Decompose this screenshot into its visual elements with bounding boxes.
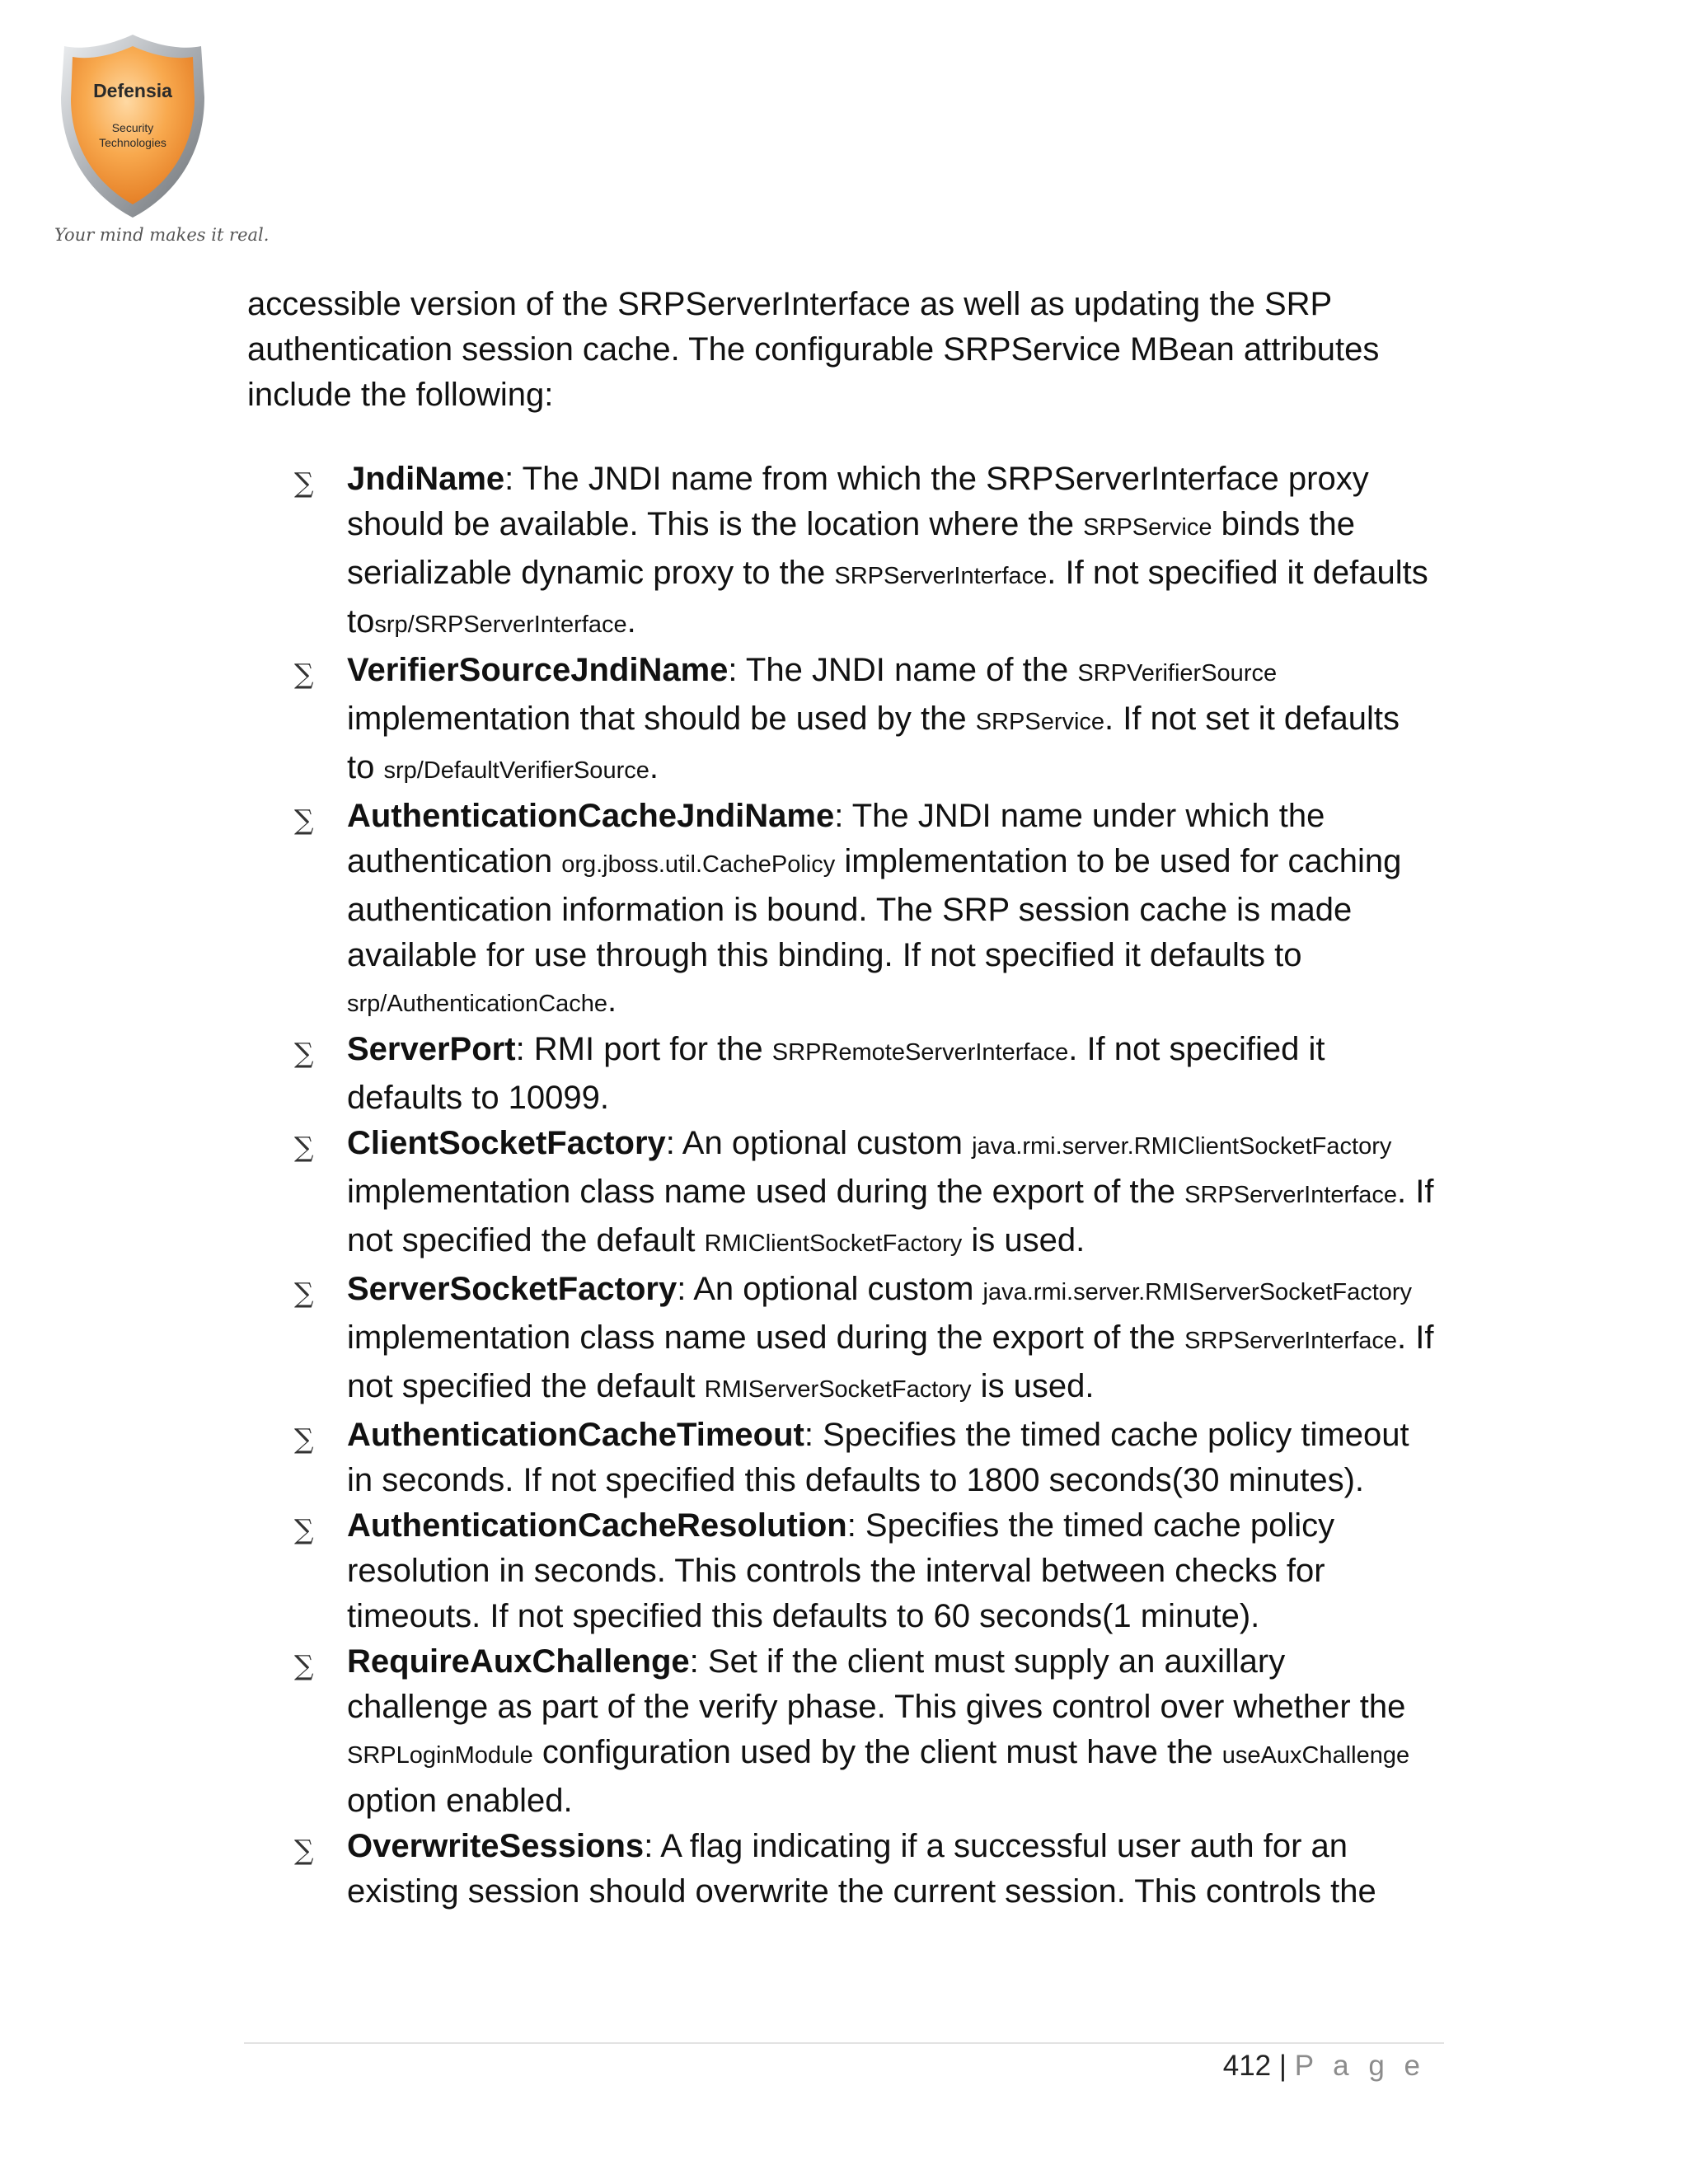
intro-line: include the following:	[247, 377, 554, 413]
inline-code: SRPServerInterface	[1184, 1182, 1398, 1208]
inline-code: java.rmi.server.RMIClientSocketFactory	[972, 1133, 1392, 1160]
description-text: .	[649, 749, 659, 785]
inline-code: RMIServerSocketFactory	[704, 1376, 972, 1403]
bullet-icon: ∑	[294, 1277, 314, 1309]
bullet-icon: ∑	[294, 1131, 314, 1163]
description-text: : Specifies the timed cache policy timeout in seconds. If not specified this defaults to 1800 seconds(30 minutes).	[347, 1417, 1409, 1498]
description-text: option enabled.	[347, 1783, 573, 1819]
list-item	[247, 1027, 1434, 1121]
logo-brand: Defensia	[93, 80, 172, 101]
description-text: : The JNDI name from which the SRPServerInterface proxy should be available. This is the location where the	[347, 461, 1369, 542]
inline-code: SRPRemoteServerInterface	[771, 1039, 1069, 1066]
list-item	[247, 1639, 1434, 1824]
company-logo	[54, 31, 270, 258]
inline-code: SRPVerifierSource	[1077, 660, 1278, 687]
description-text: . If not set it defaults to	[347, 701, 1400, 785]
inline-code: srp/DefaultVerifierSource	[383, 757, 649, 784]
bullet-icon: ∑	[294, 1422, 314, 1455]
description-text: .	[607, 982, 617, 1019]
footer-page-label: P a g e	[1294, 2050, 1426, 2082]
bullet-icon: ∑	[294, 466, 314, 499]
attribute-term: VerifierSourceJndiName	[347, 652, 729, 688]
description-text: : An optional custom	[665, 1125, 973, 1161]
attribute-term: AuthenticationCacheResolution	[347, 1507, 847, 1544]
description-text: implementation class name used during the export of the	[347, 1319, 1185, 1356]
footer-separator: |	[1278, 2050, 1287, 2082]
inline-code: SRPServerInterface	[834, 563, 1048, 589]
description-text: : The JNDI name of the	[728, 652, 1078, 688]
inline-code: SRPService	[1083, 514, 1212, 541]
list-item	[247, 1503, 1434, 1639]
description-text: : Specifies the timed cache policy resolution in seconds. This controls the interval between checks for timeouts. If not specified this defaults to 60 seconds(1 minute).	[347, 1507, 1335, 1634]
intro-line: accessible version of the SRPServerInterface as well as updating the SRP	[247, 286, 1333, 322]
shield-icon	[54, 31, 211, 221]
page-footer	[1187, 2046, 1426, 2086]
page-number: 412	[1222, 2050, 1272, 2082]
attribute-term: OverwriteSessions	[347, 1828, 645, 1864]
description-text: . If not specified the default	[347, 1319, 1434, 1404]
description-text: : Set if the client must supply an auxillary challenge as part of the verify phase. This gives control over whether the	[347, 1643, 1406, 1725]
attribute-term: JndiName	[347, 461, 505, 497]
intro-line: authentication session cache. The configurable SRPService MBean attributes	[247, 331, 1380, 368]
description-text: : An optional custom	[677, 1271, 983, 1307]
inline-code: srp/SRPServerInterface	[374, 612, 627, 638]
bullet-icon: ∑	[294, 1834, 314, 1866]
attribute-term: ServerSocketFactory	[347, 1271, 678, 1307]
description-text: . If not specified it defaults to	[347, 555, 1428, 640]
description-text: : The JNDI name under which the authentication	[347, 798, 1325, 879]
list-item	[247, 1267, 1434, 1413]
footer-divider	[244, 2042, 1444, 2044]
attribute-term: ClientSocketFactory	[347, 1125, 666, 1161]
inline-code: RMIClientSocketFactory	[704, 1230, 963, 1257]
inline-code: srp/AuthenticationCache	[347, 991, 607, 1017]
inline-code: SRPLoginModule	[347, 1742, 533, 1769]
bullet-icon: ∑	[294, 1649, 314, 1681]
attribute-term: AuthenticationCacheJndiName	[347, 798, 835, 834]
description-text: binds the serializable dynamic proxy to the	[347, 506, 1355, 591]
list-item	[247, 648, 1434, 794]
description-text: .	[626, 603, 636, 640]
inline-code: SRPServerInterface	[1184, 1328, 1398, 1354]
description-text: : A flag indicating if a successful user auth for an existing session should overwrite the current session. This controls the	[347, 1828, 1376, 1910]
attribute-term: ServerPort	[347, 1031, 516, 1067]
attribute-list	[247, 457, 1434, 1915]
list-item	[247, 794, 1434, 1027]
description-text: configuration used by the client must have the	[532, 1734, 1222, 1770]
inline-code: useAuxChallenge	[1221, 1742, 1410, 1769]
description-text: is used.	[962, 1222, 1085, 1258]
bullet-icon: ∑	[294, 1513, 314, 1545]
logo-subtitle-line2: Technologies	[99, 136, 166, 149]
inline-code: org.jboss.util.CachePolicy	[561, 851, 836, 878]
attribute-term: RequireAuxChallenge	[347, 1643, 690, 1680]
description-text: . If not specified it defaults to 10099.	[347, 1031, 1325, 1116]
description-text: implementation class name used during the export of the	[347, 1174, 1185, 1210]
inline-code: java.rmi.server.RMIServerSocketFactory	[982, 1279, 1413, 1305]
logo-tagline: Your mind makes it real.	[54, 225, 270, 245]
description-text: : RMI port for the	[515, 1031, 772, 1067]
description-text: . If not specified the default	[347, 1174, 1434, 1258]
list-item	[247, 457, 1434, 648]
attribute-term: AuthenticationCacheTimeout	[347, 1417, 804, 1453]
list-item	[247, 1121, 1434, 1267]
bullet-icon: ∑	[294, 658, 314, 690]
intro-paragraph	[247, 282, 1434, 418]
bullet-icon: ∑	[294, 804, 314, 836]
description-text: implementation to be used for caching authentication information is bound. The SRP session cache is made available for use through this binding. If not specified it defaults to	[347, 843, 1402, 973]
document-body	[247, 282, 1434, 1915]
list-item	[247, 1413, 1434, 1503]
inline-code: SRPService	[975, 709, 1105, 735]
description-text: is used.	[971, 1368, 1095, 1404]
list-item	[247, 1824, 1434, 1915]
description-text: implementation that should be used by the	[347, 701, 976, 737]
logo-subtitle-line1: Security	[111, 121, 154, 134]
bullet-icon: ∑	[294, 1037, 314, 1069]
